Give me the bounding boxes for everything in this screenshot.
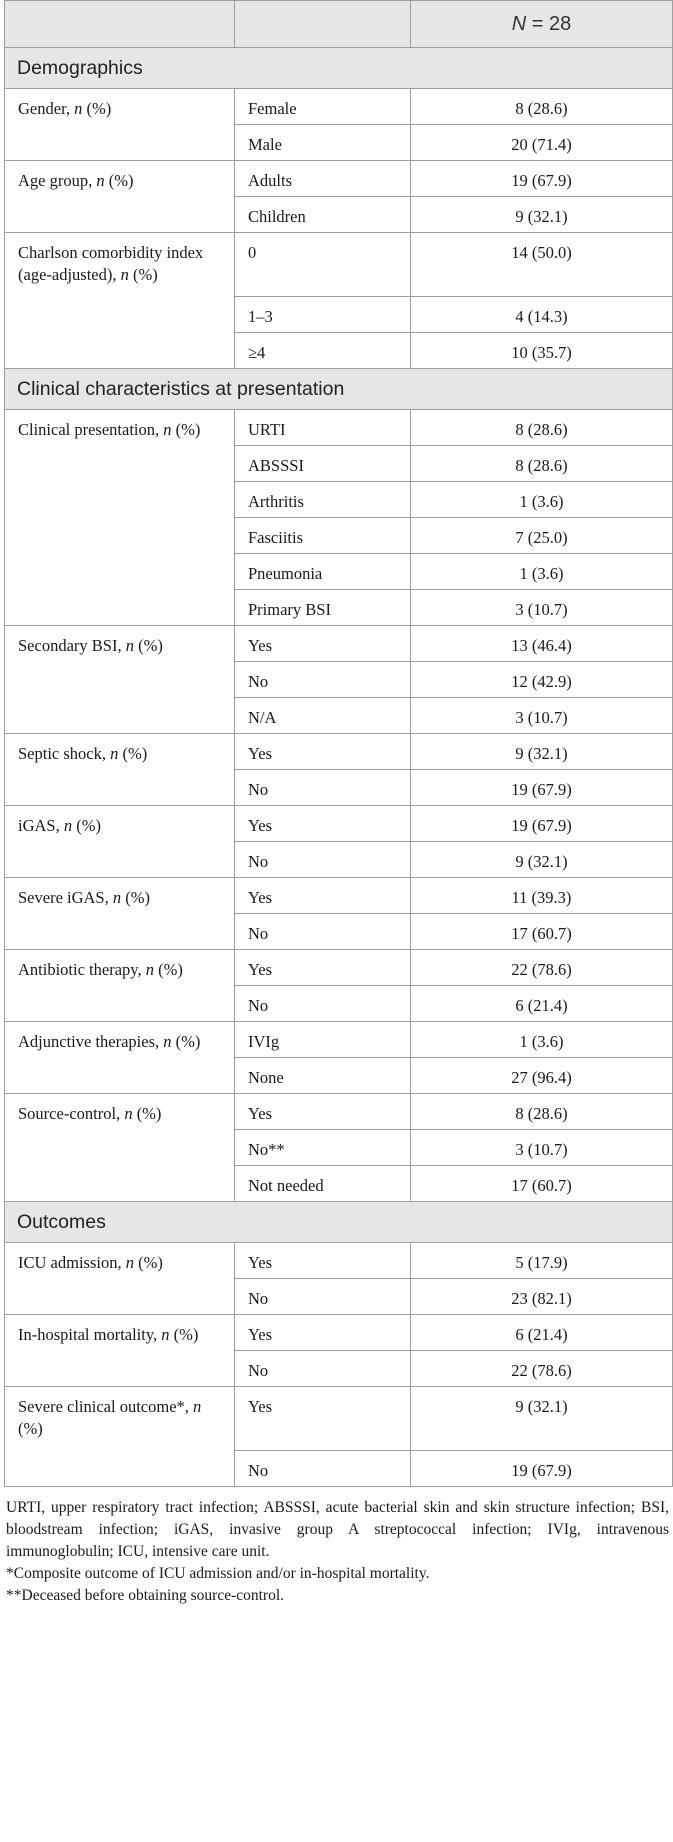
value-text: 22 (78.6): [511, 1361, 572, 1380]
value-text: 1 (3.6): [519, 1032, 564, 1051]
category-label: Arthritis: [248, 492, 304, 511]
section-header-row: [5, 369, 673, 410]
value-cell: [411, 950, 673, 986]
category-cell: [235, 161, 411, 197]
variable-cell: [5, 878, 235, 950]
header-empty-cell: [235, 1, 411, 48]
value-cell: [411, 842, 673, 878]
value-cell: [411, 1279, 673, 1315]
variable-cell: [5, 233, 235, 369]
category-label: Not needed: [248, 1176, 324, 1195]
table-row: [5, 1315, 673, 1351]
variable-cell: [5, 161, 235, 233]
n-italic: n: [161, 1325, 170, 1344]
table-row: [5, 878, 673, 914]
variable-cell: [5, 410, 235, 626]
value-text: 6 (21.4): [515, 1325, 568, 1344]
value-text: 8 (28.6): [515, 420, 568, 439]
category-label: No: [248, 672, 269, 691]
category-cell: [235, 878, 411, 914]
n-symbol: N: [511, 12, 527, 35]
table-row: [5, 950, 673, 986]
variable-label: Clinical presentation, n (%): [18, 420, 201, 439]
category-cell: [235, 1166, 411, 1202]
category-cell: [235, 698, 411, 734]
value-text: 3 (10.7): [515, 708, 568, 727]
value-cell: [411, 233, 673, 297]
section-header-cell: [5, 48, 673, 89]
category-label: None: [248, 1068, 284, 1087]
table-row: [5, 161, 673, 197]
n-italic: n: [112, 888, 122, 907]
category-label: Yes: [248, 816, 273, 835]
category-cell: [235, 590, 411, 626]
category-label: Male: [248, 135, 282, 154]
section-header-cell: [5, 369, 673, 410]
category-cell: [235, 662, 411, 698]
value-cell: [411, 1315, 673, 1351]
variable-cell: [5, 1022, 235, 1094]
section-title: Demographics: [17, 56, 143, 79]
variable-cell: [5, 950, 235, 1022]
variable-label: In-hospital mortality, n (%): [18, 1325, 199, 1344]
category-cell: [235, 554, 411, 590]
value-text: 4 (14.3): [515, 307, 568, 326]
n-total: = 28: [526, 12, 572, 35]
variable-label: Severe clinical outcome*, n (%): [18, 1397, 202, 1438]
category-cell: [235, 410, 411, 446]
section-header-row: [5, 48, 673, 89]
category-label: ABSSSI: [248, 456, 304, 475]
value-text: 19 (67.9): [511, 1461, 572, 1480]
value-cell: [411, 1387, 673, 1451]
value-cell: [411, 1351, 673, 1387]
variable-label: Secondary BSI, n (%): [18, 636, 163, 655]
n-italic: n: [125, 1253, 134, 1272]
category-cell: [235, 233, 411, 297]
value-text: 17 (60.7): [511, 924, 572, 943]
variable-cell: [5, 89, 235, 161]
n-italic: n: [74, 99, 83, 118]
value-cell: [411, 333, 673, 369]
value-cell: [411, 770, 673, 806]
category-label: IVIg: [248, 1032, 280, 1051]
value-text: 12 (42.9): [511, 672, 572, 691]
value-cell: [411, 1058, 673, 1094]
category-label: No: [248, 1461, 269, 1480]
value-cell: [411, 1094, 673, 1130]
value-text: 3 (10.7): [515, 1140, 568, 1159]
value-text: 5 (17.9): [515, 1253, 568, 1272]
table-row: [5, 1022, 673, 1058]
table-row: [5, 1243, 673, 1279]
value-text: 22 (78.6): [511, 960, 572, 979]
value-cell: [411, 698, 673, 734]
table-row: [5, 233, 673, 297]
category-cell: [235, 333, 411, 369]
category-label: Fasciitis: [248, 528, 304, 547]
n-italic: n: [163, 420, 172, 439]
value-text: 3 (10.7): [515, 600, 568, 619]
category-cell: [235, 770, 411, 806]
value-text: 19 (67.9): [511, 171, 572, 190]
header-empty-cell: [5, 1, 235, 48]
value-cell: [411, 662, 673, 698]
value-cell: [411, 161, 673, 197]
category-label: Children: [248, 207, 306, 226]
category-cell: [235, 125, 411, 161]
category-cell: [235, 1243, 411, 1279]
category-cell: [235, 518, 411, 554]
value-text: 6 (21.4): [515, 996, 568, 1015]
value-text: 8 (28.6): [515, 99, 568, 118]
category-label: No: [248, 780, 269, 799]
category-cell: [235, 1351, 411, 1387]
category-label: No: [248, 996, 269, 1015]
category-cell: [235, 914, 411, 950]
variable-label: Severe iGAS, n (%): [18, 888, 150, 907]
category-label: N/A: [248, 708, 277, 727]
value-cell: [411, 482, 673, 518]
category-label: No: [248, 1361, 269, 1380]
value-cell: [411, 197, 673, 233]
value-cell: [411, 626, 673, 662]
category-label: Primary BSI: [248, 600, 331, 619]
category-label: No: [248, 852, 269, 871]
value-cell: [411, 518, 673, 554]
table-row: [5, 626, 673, 662]
value-cell: [411, 410, 673, 446]
category-cell: [235, 842, 411, 878]
category-cell: [235, 1094, 411, 1130]
category-cell: [235, 297, 411, 333]
n-italic: n: [125, 636, 134, 655]
category-cell: [235, 1022, 411, 1058]
category-label: No: [248, 924, 269, 943]
category-label: 0: [248, 243, 257, 262]
value-cell: [411, 446, 673, 482]
n-italic: n: [120, 265, 129, 284]
variable-label: Gender, n (%): [18, 99, 112, 118]
category-label: Yes: [248, 744, 273, 763]
value-text: 27 (96.4): [511, 1068, 572, 1087]
value-cell: [411, 1130, 673, 1166]
value-cell: [411, 986, 673, 1022]
variable-label: Source-control, n (%): [18, 1104, 162, 1123]
table-row: [5, 89, 673, 125]
value-cell: [411, 806, 673, 842]
value-text: 19 (67.9): [511, 780, 572, 799]
n-italic: n: [124, 1104, 133, 1123]
value-text: 8 (28.6): [515, 1104, 568, 1123]
variable-cell: [5, 1243, 235, 1315]
value-cell: [411, 1451, 673, 1487]
variable-label: ICU admission, n (%): [18, 1253, 163, 1272]
category-cell: [235, 482, 411, 518]
category-label: No**: [248, 1140, 285, 1159]
category-label: Yes: [248, 960, 273, 979]
value-text: 14 (50.0): [511, 243, 572, 262]
table-footnotes: [4, 1497, 669, 1607]
category-cell: [235, 1387, 411, 1451]
value-text: 9 (32.1): [515, 1397, 568, 1416]
value-cell: [411, 297, 673, 333]
category-cell: [235, 89, 411, 125]
n-italic: n: [110, 744, 119, 763]
footnote: URTI, upper respiratory tract infection; ABSSSI, acute bacterial skin and skin structure infection; BSI, bloodstream infection; iGAS, invasive group A streptococcal infection; IVIg, intravenous immunoglobulin; ICU, intensive care unit.: [6, 1499, 669, 1560]
category-cell: [235, 950, 411, 986]
variable-cell: [5, 1315, 235, 1387]
value-text: 19 (67.9): [511, 816, 572, 835]
category-label: Adults: [248, 171, 293, 190]
variable-cell: [5, 734, 235, 806]
category-label: Yes: [248, 888, 273, 907]
n-italic: n: [163, 1032, 172, 1051]
category-cell: [235, 806, 411, 842]
variable-label: Age group, n (%): [18, 171, 134, 190]
value-text: 23 (82.1): [511, 1289, 572, 1308]
variable-label: iGAS, n (%): [18, 816, 101, 835]
value-cell: [411, 89, 673, 125]
category-label: Yes: [248, 1397, 273, 1416]
category-cell: [235, 986, 411, 1022]
variable-label: Charlson comorbidity index (age-adjusted), n (%): [18, 243, 204, 284]
footnote: **Deceased before obtaining source-control.: [6, 1587, 285, 1604]
value-cell: [411, 734, 673, 770]
category-cell: [235, 446, 411, 482]
section-title: Clinical characteristics at presentation: [17, 377, 345, 400]
table-header-row: [5, 1, 673, 48]
n-italic: n: [145, 960, 154, 979]
category-label: Yes: [248, 1325, 273, 1344]
value-cell: [411, 1022, 673, 1058]
value-text: 8 (28.6): [515, 456, 568, 475]
category-label: No: [248, 1289, 269, 1308]
table-row: [5, 734, 673, 770]
value-text: 7 (25.0): [515, 528, 568, 547]
n-italic: n: [193, 1397, 202, 1416]
category-cell: [235, 1130, 411, 1166]
value-text: 9 (32.1): [515, 744, 568, 763]
value-cell: [411, 914, 673, 950]
value-text: 13 (46.4): [511, 636, 572, 655]
n-italic: n: [63, 816, 73, 835]
value-cell: [411, 1166, 673, 1202]
value-cell: [411, 125, 673, 161]
category-cell: [235, 1058, 411, 1094]
category-cell: [235, 626, 411, 662]
table-page: [4, 0, 669, 1607]
value-cell: [411, 1243, 673, 1279]
section-header-cell: [5, 1202, 673, 1243]
variable-cell: [5, 1094, 235, 1202]
value-cell: [411, 554, 673, 590]
category-label: Yes: [248, 1253, 273, 1272]
category-label: ≥4: [248, 343, 266, 362]
category-label: Female: [248, 99, 297, 118]
patient-characteristics-table: [4, 0, 673, 1487]
variable-cell: [5, 806, 235, 878]
variable-label: Septic shock, n (%): [18, 744, 148, 763]
category-label: Yes: [248, 1104, 273, 1123]
value-text: 9 (32.1): [515, 207, 568, 226]
value-text: 9 (32.1): [515, 852, 568, 871]
variable-label: Adjunctive therapies, n (%): [18, 1032, 201, 1051]
category-cell: [235, 734, 411, 770]
value-cell: [411, 590, 673, 626]
category-cell: [235, 1315, 411, 1351]
category-cell: [235, 1279, 411, 1315]
value-text: 17 (60.7): [511, 1176, 572, 1195]
variable-label: Antibiotic therapy, n (%): [18, 960, 183, 979]
value-cell: [411, 878, 673, 914]
value-text: 1 (3.6): [519, 564, 564, 583]
section-header-row: [5, 1202, 673, 1243]
value-text: 1 (3.6): [519, 492, 564, 511]
category-label: 1–3: [248, 307, 273, 326]
variable-cell: [5, 1387, 235, 1487]
value-text: 10 (35.7): [511, 343, 572, 362]
category-label: URTI: [248, 420, 286, 439]
table-row: [5, 1094, 673, 1130]
category-label: Pneumonia: [248, 564, 323, 583]
category-label: Yes: [248, 636, 273, 655]
variable-cell: [5, 626, 235, 734]
table-row: [5, 1387, 673, 1451]
footnote: *Composite outcome of ICU admission and/or in-hospital mortality.: [6, 1565, 430, 1582]
value-text: 20 (71.4): [511, 135, 572, 154]
n-italic: n: [96, 171, 105, 190]
section-title: Outcomes: [17, 1210, 106, 1233]
table-row: [5, 806, 673, 842]
header-n-cell: [411, 1, 673, 48]
category-cell: [235, 1451, 411, 1487]
category-cell: [235, 197, 411, 233]
value-text: 11 (39.3): [511, 888, 572, 907]
table-row: [5, 410, 673, 446]
